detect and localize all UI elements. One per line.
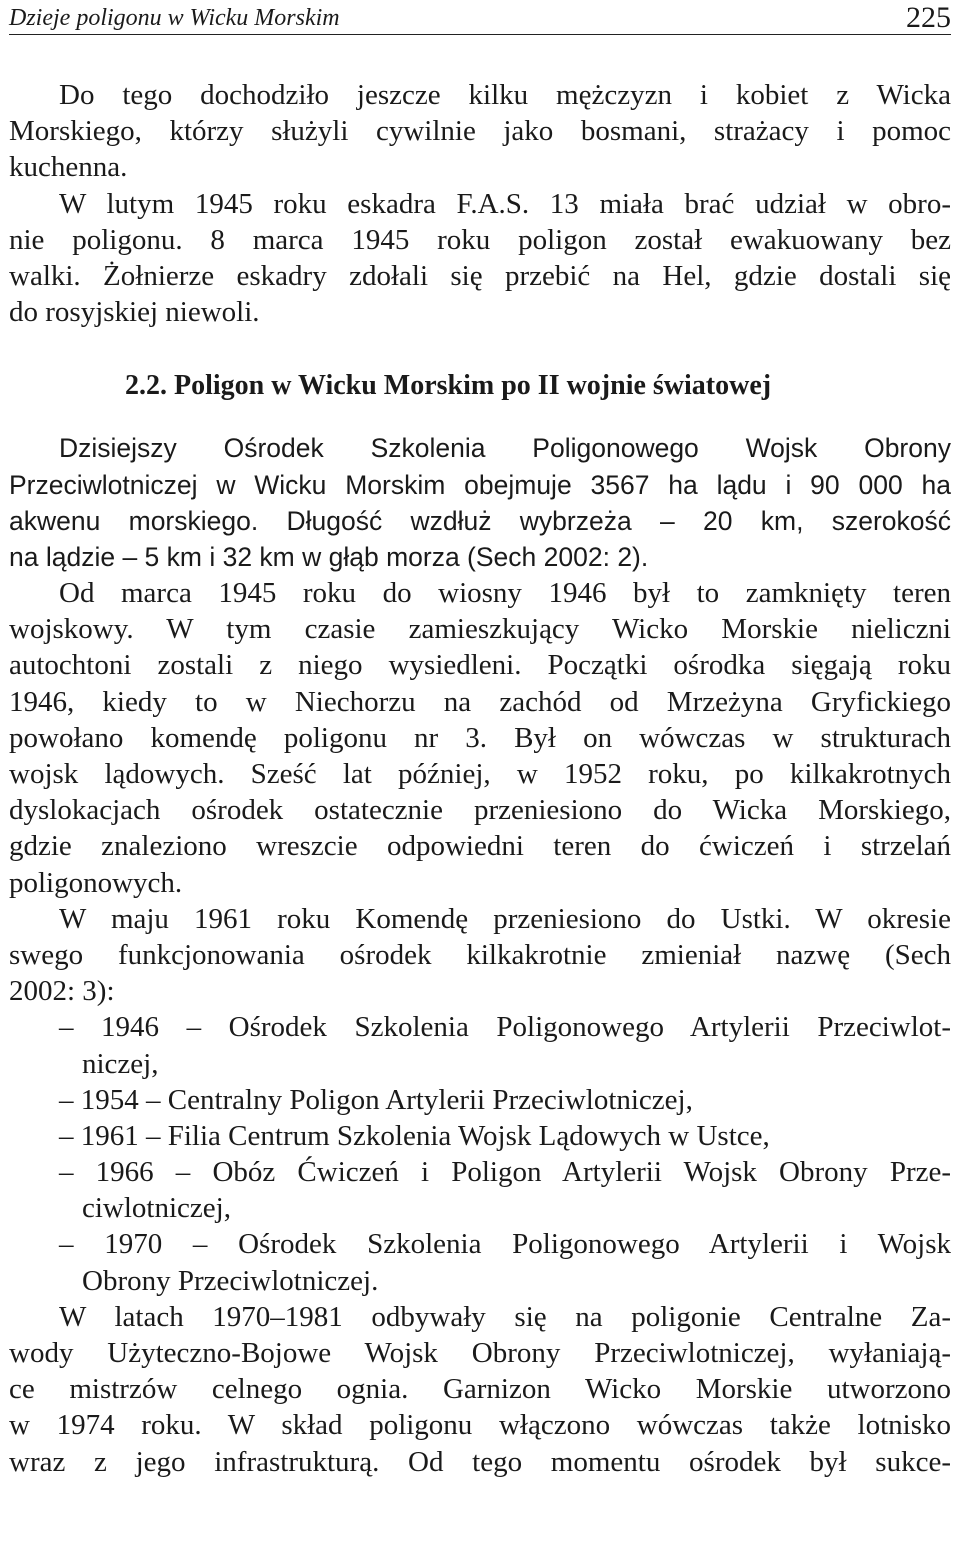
text-line: nie poligonu. 8 marca 1945 roku poligon został ewakuowany bez bbox=[9, 223, 951, 256]
text-line: akwenu morskiego. Długość wzdłuż wybrzeża – 20 km, szerokość bbox=[9, 505, 951, 536]
text-line: wody Użyteczno-Bojowe Wojsk Obrony Przeciwlotniczej, wyłaniają- bbox=[9, 1337, 951, 1369]
text-line: – 1954 – Centralny Poligon Artylerii Przeciwlotniczej, bbox=[59, 1083, 693, 1116]
text-line: 1946, kiedy to w Niechorzu na zachód od Mrzeżyna Gryfickiego bbox=[9, 685, 951, 718]
paragraph-2 bbox=[9, 186, 951, 331]
text-line: – 1961 – Filia Centrum Szkolenia Wojsk Lądowych w Ustce, bbox=[59, 1119, 770, 1152]
paragraph-1 bbox=[9, 77, 951, 186]
list-item bbox=[9, 1154, 951, 1226]
text-line: walki. Żołnierze eskadry zdołali się przebić na Hel, gdzie dostali się bbox=[9, 259, 951, 292]
paragraph-3 bbox=[9, 430, 951, 575]
running-title: Dzieje poligonu w Wicku Morskim bbox=[9, 5, 340, 31]
text-line: – 1946 – Ośrodek Szkolenia Poligonowego Artylerii Przeciwlot- bbox=[59, 1011, 951, 1044]
text-line: Do tego dochodziło jeszcze kilku mężczyzn i kobiet z Wicka bbox=[59, 79, 951, 111]
text-line: ce mistrzów celnego ognia. Garnizon Wicko Morskie utworzono bbox=[9, 1373, 951, 1406]
paragraph-4 bbox=[9, 575, 951, 901]
text-line: Obrony Przeciwlotniczej. bbox=[82, 1264, 379, 1297]
text-line: wojsk lądowych. Sześć lat później, w 1952 roku, po kilkakrotnych bbox=[9, 758, 951, 790]
text-line: W maju 1961 roku Komendę przeniesiono do Ustki. W okresie bbox=[59, 902, 951, 935]
text-line: swego funkcjonowania ośrodek kilkakrotnie zmieniał nazwę (Sech bbox=[9, 938, 951, 971]
text-line: Przeciwlotniczej w Wicku Morskim obejmuje 3567 ha lądu i 90 000 ha bbox=[9, 469, 951, 500]
section-heading: 2.2. Poligon w Wicku Morskim po II wojnie światowej bbox=[125, 370, 772, 402]
text-line: Od marca 1945 roku do wiosny 1946 był to zamknięty teren bbox=[59, 577, 951, 610]
text-line: wraz z jego infrastrukturą. Od tego momentu ośrodek był sukce- bbox=[9, 1445, 951, 1478]
page-number: 225 bbox=[906, 1, 951, 34]
text-line: 2002: 3): bbox=[9, 975, 115, 1008]
list-item bbox=[9, 1082, 951, 1118]
list-item bbox=[9, 1009, 951, 1081]
text-line: W latach 1970–1981 odbywały się na poligonie Centralne Za- bbox=[59, 1300, 951, 1333]
text-line: Dzisiejszy Ośrodek Szkolenia Poligonowego Wojsk Obrony bbox=[59, 433, 951, 464]
list-item bbox=[9, 1226, 951, 1298]
text-line: do rosyjskiej niewoli. bbox=[9, 296, 260, 329]
text-line: dyslokacjach ośrodek ostatecznie przeniesiono do Wicka Morskiego, bbox=[9, 794, 951, 827]
text-line: poligonowych. bbox=[9, 866, 183, 899]
text-line: – 1970 – Ośrodek Szkolenia Poligonowego Artylerii i Wojsk bbox=[59, 1228, 951, 1261]
spacer bbox=[9, 330, 951, 366]
text-line: ciwlotniczej, bbox=[82, 1192, 231, 1225]
text-line: W lutym 1945 roku eskadra F.A.S. 13 miała brać udział w obro- bbox=[59, 187, 951, 220]
text-line: – 1966 – Obóz Ćwiczeń i Poligon Artylerii Wojsk Obrony Prze- bbox=[59, 1156, 951, 1189]
text-line: Morskiego, którzy służyli cywilnie jako bosmani, strażacy i pomoc bbox=[9, 115, 951, 148]
running-header bbox=[9, 2, 951, 35]
text-line: na lądzie – 5 km i 32 km w głąb morza (Sech 2002: 2). bbox=[9, 541, 649, 572]
spacer bbox=[9, 406, 951, 430]
name-list bbox=[9, 1009, 951, 1299]
body-text bbox=[9, 77, 951, 1480]
text-line: powołano komendę poligonu nr 3. Był on wówczas w strukturach bbox=[9, 721, 951, 754]
paragraph-5 bbox=[9, 901, 951, 1010]
text-line: gdzie znaleziono wreszcie odpowiedni teren do ćwiczeń i strzelań bbox=[9, 830, 951, 863]
text-line: niczej, bbox=[82, 1047, 159, 1080]
text-line: wojskowy. W tym czasie zamieszkujący Wicko Morskie nieliczni bbox=[9, 613, 951, 646]
list-item bbox=[9, 1118, 951, 1154]
paragraph-6 bbox=[9, 1299, 951, 1480]
text-line: w 1974 roku. W skład poligonu włączono wówczas także lotnisko bbox=[9, 1409, 951, 1442]
text-line: autochtoni zostali z niego wysiedleni. Początki ośrodka sięgają roku bbox=[9, 649, 951, 682]
text-line: kuchenna. bbox=[9, 151, 128, 184]
